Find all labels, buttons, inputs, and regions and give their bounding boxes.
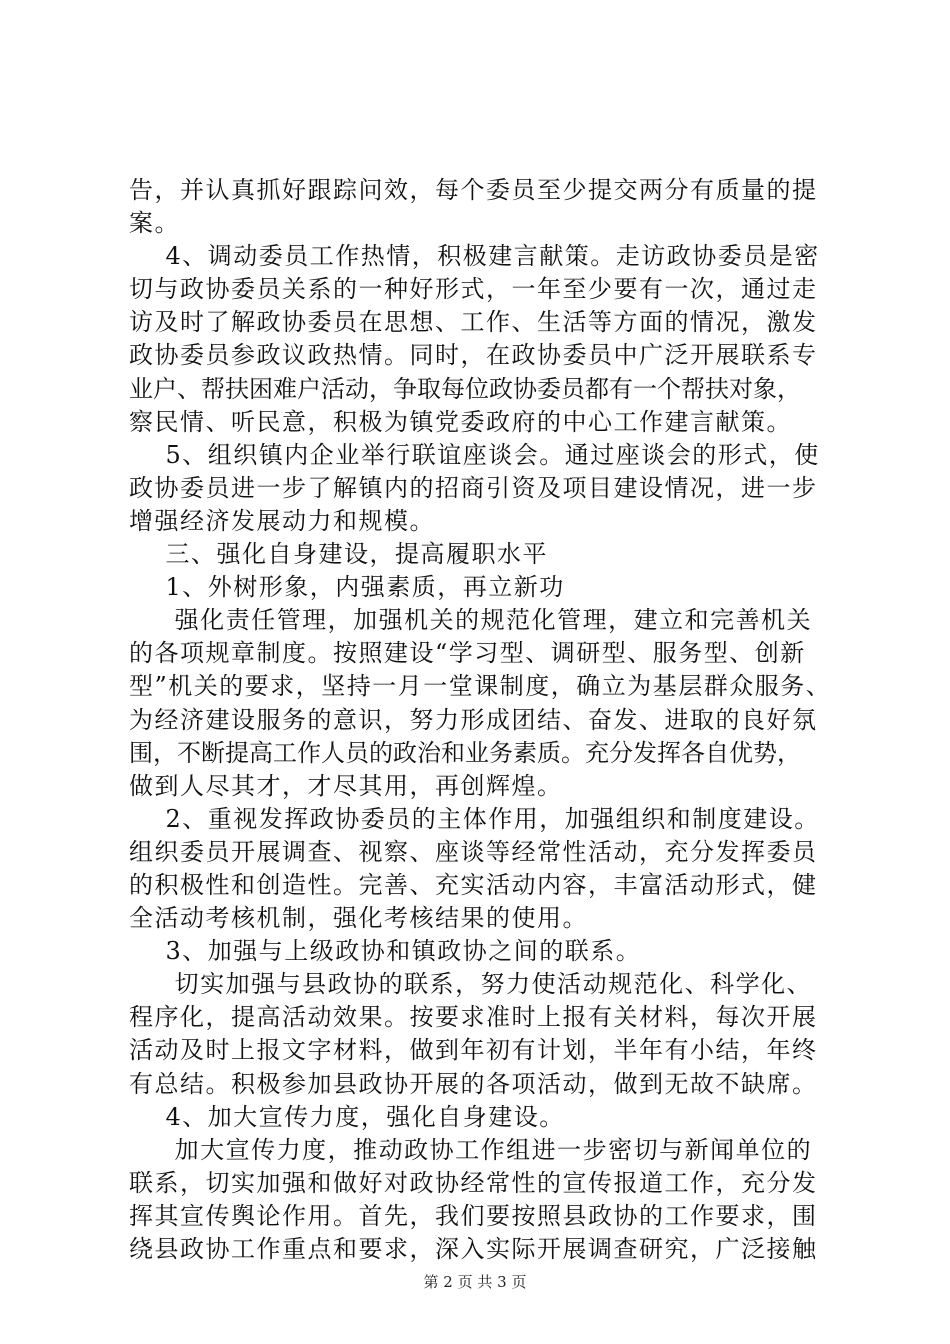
body-text-line: 政协委员参政议政热情。同时，在政协委员中广泛开展联系专 xyxy=(129,341,818,370)
body-text-line: 1、外树形象，内强素质，再立新功 xyxy=(129,573,565,602)
body-text-line: 案。 xyxy=(129,209,180,238)
body-text-line: 切与政协委员关系的一种好形式，一年至少要有一次，通过走 xyxy=(129,275,818,304)
body-text-line: 联系，切实加强和做好对政协经常性的宣传报道工作，充分发 xyxy=(129,1168,818,1197)
body-text-line: 三、强化自身建设，提高履职水平 xyxy=(129,540,549,569)
body-text-line: 围，不断提高工作人员的政治和业务素质。充分发挥各自优势， xyxy=(129,738,801,767)
body-text-line: 绕县政协工作重点和要求，深入实际开展调查研究，广泛接触 xyxy=(129,1235,818,1263)
body-text-line: 全活动考核机制，强化考核结果的使用。 xyxy=(129,904,588,933)
body-text-line: 程序化，提高活动效果。按要求准时上报有关材料，每次开展 xyxy=(129,1003,818,1032)
body-text-line: 业户、帮扶困难户活动，争取每位政协委员都有一个帮扶对象， xyxy=(129,374,801,403)
body-text-line: 增强经济发展动力和规模。 xyxy=(129,506,435,535)
body-text-line: 5、组织镇内企业举行联谊座谈会。通过座谈会的形式，使 xyxy=(129,440,820,469)
body-text-line: 3、加强与上级政协和镇政协之间的联系。 xyxy=(129,937,642,966)
body-text-line: 的积极性和创造性。完善、充实活动内容，丰富活动形式，健 xyxy=(129,870,818,899)
body-text-line: 2、重视发挥政协委员的主体作用，加强组织和制度建设。 xyxy=(129,804,820,833)
body-text-line: 挥其宣传舆论作用。首先，我们要按照县政协的工作要求，围 xyxy=(129,1201,818,1230)
body-text-line: 4、加大宣传力度，强化自身建设。 xyxy=(129,1102,565,1131)
body-text-line: 有总结。积极参加县政协开展的各项活动，做到无故不缺席。 xyxy=(129,1069,818,1098)
body-text-line: 组织委员开展调查、视察、座谈等经常性活动，充分发挥委员 xyxy=(129,837,818,866)
page-number-footer: 第 2 页 共 3 页 xyxy=(423,1273,527,1291)
body-text-line: 访及时了解政协委员在思想、工作、生活等方面的情况，激发 xyxy=(129,308,818,337)
body-text-line: 切实加强与县政协的联系，努力使活动规范化、科学化、 xyxy=(129,970,813,999)
body-text-line: 告，并认真抓好跟踪问效，每个委员至少提交两分有质量的提 xyxy=(129,176,818,204)
body-text-line: 的各项规章制度。按照建设“学习型、调研型、服务型、创新 xyxy=(129,639,806,668)
body-text-line: 加大宣传力度，推动政协工作组进一步密切与新闻单位的 xyxy=(129,1135,813,1164)
body-text-line: 察民情、听民意，积极为镇党委政府的中心工作建言献策。 xyxy=(129,407,792,436)
body-text-line: 活动及时上报文字材料，做到年初有计划，半年有小结，年终 xyxy=(129,1036,818,1065)
body-text-line: 为经济建设服务的意识，努力形成团结、奋发、进取的良好氛 xyxy=(129,705,818,734)
body-text-line: 4、调动委员工作热情，积极建言献策。走访政协委员是密 xyxy=(129,242,820,271)
body-text-line: 强化责任管理，加强机关的规范化管理，建立和完善机关 xyxy=(129,606,813,635)
document-body xyxy=(129,174,831,1266)
body-text-line: 型”机关的要求，坚持一月一堂课制度，确立为基层群众服务、 xyxy=(129,672,832,701)
body-text-line: 做到人尽其才，才尽其用，再创辉煌。 xyxy=(129,771,563,800)
body-text-line: 政协委员进一步了解镇内的招商引资及项目建设情况，进一步 xyxy=(129,473,818,502)
